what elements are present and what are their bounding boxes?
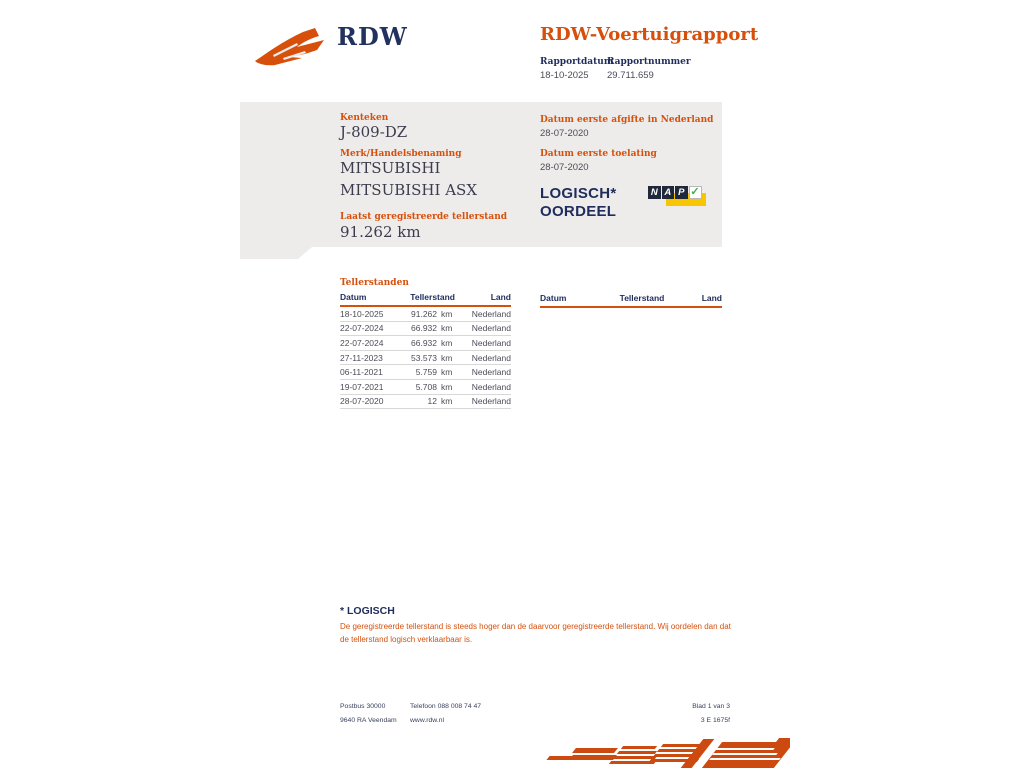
- bottom-stripes-decoration-icon: [540, 735, 790, 768]
- oordeel-text: [540, 185, 617, 221]
- eerste-afgifte-value: 28-07-2020: [540, 128, 589, 139]
- report-date-value: 18-10-2025: [540, 70, 589, 81]
- footnote-title-text: LOGISCH: [347, 605, 395, 617]
- tellerstand-value: 91.262 km: [340, 223, 421, 241]
- header-land-2: Land: [701, 293, 722, 303]
- table-row: [340, 307, 511, 322]
- rdw-logo-text: RDW: [337, 22, 408, 51]
- tellerstanden-header-2: [540, 293, 722, 308]
- rdw-eagle-logo-icon: [253, 27, 333, 69]
- header-datum-2: Datum: [540, 293, 567, 303]
- cell-datum: 06-11-2021: [340, 367, 383, 378]
- eerste-afgifte-label: Datum eerste afgifte in Nederland: [540, 115, 714, 125]
- report-date-label: Rapportdatum: [540, 57, 614, 67]
- cell-unit: km: [441, 352, 453, 363]
- footer-website[interactable]: www.rdw.nl: [410, 717, 444, 724]
- table-row: [340, 336, 511, 351]
- table-row: [340, 395, 511, 410]
- tellerstanden-table-2: [540, 289, 722, 308]
- tellerstanden-header: [340, 292, 511, 307]
- footer-page-info: [640, 700, 730, 728]
- cell-unit: km: [441, 381, 453, 392]
- tellerstanden-table: [340, 278, 511, 409]
- logisch-footnote-text: De geregistreerde tellerstand is steeds hoger dan de daarvoor geregistreerde tellerstand. Wij oordelen dan dat de tellerstand logisch verklaarbaar is.: [340, 622, 731, 644]
- tellerstanden-title: Tellerstanden: [340, 278, 409, 288]
- nap-checkmark-icon: ✓: [690, 186, 700, 198]
- cell-unit: km: [441, 308, 453, 319]
- footer-address: [340, 700, 397, 728]
- table-row: [340, 351, 511, 366]
- header-tellerstand: Tellerstand: [410, 292, 455, 302]
- footnote-star: *: [340, 605, 345, 617]
- eerste-toelating-label: Datum eerste toelating: [540, 149, 657, 159]
- cell-tellerstand: 53.573: [411, 352, 437, 363]
- cell-unit: km: [441, 337, 453, 348]
- footer-form-code: 3 E 1675f: [700, 717, 730, 724]
- handelsbenaming-value: MITSUBISHI ASX: [340, 181, 477, 199]
- footer-contact: [410, 700, 481, 728]
- kenteken-value: J-809-DZ: [340, 123, 408, 141]
- cell-land: Nederland: [471, 308, 511, 319]
- cell-tellerstand: 66.932: [411, 337, 437, 348]
- logisch-footnote-title: [340, 605, 395, 617]
- table-row: [340, 365, 511, 380]
- nap-letter-n: N: [648, 186, 661, 199]
- cell-tellerstand: 12: [427, 396, 437, 407]
- cell-unit: km: [441, 323, 453, 334]
- cell-tellerstand: 5.759: [415, 367, 437, 378]
- footer-address-line2: 9640 RA Veendam: [340, 717, 397, 724]
- nap-letter-a: A: [662, 186, 675, 199]
- footer-page-indicator: Blad 1 van 3: [692, 703, 730, 710]
- cell-land: Nederland: [471, 367, 511, 378]
- header-land: Land: [490, 292, 511, 302]
- cell-datum: 18-10-2025: [340, 308, 384, 319]
- header-tellerstand-2: Tellerstand: [619, 293, 665, 303]
- cell-datum: 27-11-2023: [340, 352, 383, 363]
- cell-land: Nederland: [471, 352, 511, 363]
- cell-land: Nederland: [471, 323, 511, 334]
- nap-logo: [648, 186, 706, 208]
- cell-datum: 19-07-2021: [340, 381, 384, 392]
- table-row: [340, 322, 511, 337]
- page-title: RDW-Voertuigrapport: [540, 24, 759, 45]
- cell-land: Nederland: [471, 396, 511, 407]
- cell-tellerstand: 91.262: [411, 308, 437, 319]
- report-number-label: Rapportnummer: [607, 57, 691, 67]
- merk-value: MITSUBISHI: [340, 159, 441, 177]
- cell-unit: km: [441, 367, 453, 378]
- cell-tellerstand: 66.932: [411, 323, 437, 334]
- tellerstand-label: Laatst geregistreerde tellerstand: [340, 212, 508, 222]
- oordeel-line1: LOGISCH*: [540, 185, 617, 202]
- footer-address-line1: Postbus 30000: [340, 703, 386, 710]
- footer-phone: Telefoon 088 008 74 47: [410, 703, 482, 710]
- cell-tellerstand: 5.708: [415, 381, 437, 392]
- report-number-value: 29.711.659: [607, 70, 654, 81]
- nap-letter-p: P: [675, 186, 688, 199]
- cell-unit: km: [441, 396, 453, 407]
- tellerstanden-rows: [340, 307, 511, 409]
- kenteken-label: Kenteken: [340, 113, 389, 123]
- cell-datum: 28-07-2020: [340, 396, 384, 407]
- eerste-toelating-value: 28-07-2020: [540, 162, 589, 173]
- cell-datum: 22-07-2024: [340, 337, 384, 348]
- cell-land: Nederland: [471, 381, 511, 392]
- oordeel-line2: OORDEEL: [540, 203, 617, 220]
- table-row: [340, 380, 511, 395]
- merk-label: Merk/Handelsbenaming: [340, 149, 462, 159]
- header-datum: Datum: [340, 292, 367, 302]
- cell-datum: 22-07-2024: [340, 323, 384, 334]
- cell-land: Nederland: [471, 337, 511, 348]
- vehicle-summary-panel: [240, 102, 722, 247]
